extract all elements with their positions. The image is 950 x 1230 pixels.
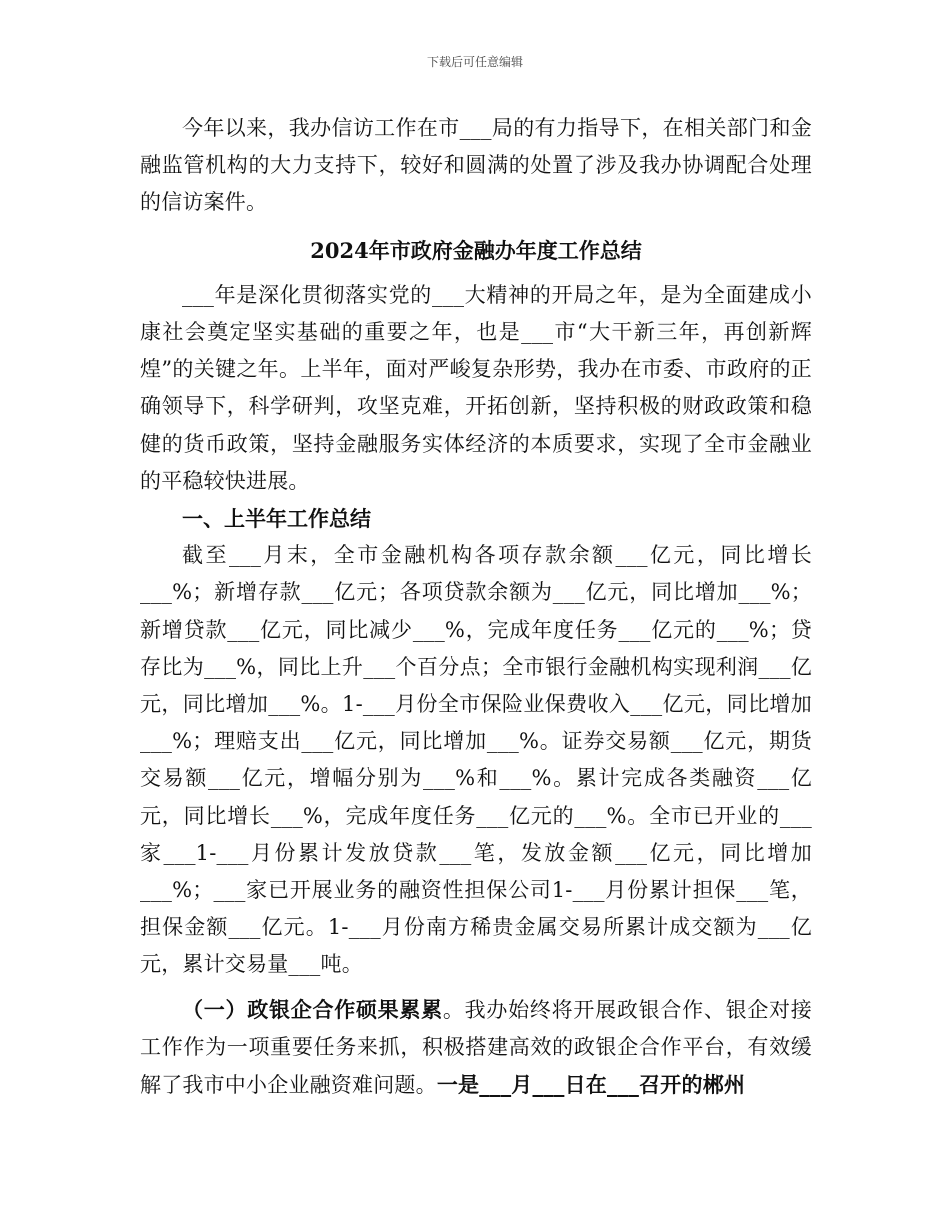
- intro-paragraph: 今年以来，我办信访工作在市___局的有力指导下，在相关部门和金融监管机构的大力支持下，较好和圆满的处置了涉及我办协调配合处理的信访案件。: [140, 116, 812, 215]
- paragraph-3: [140, 991, 812, 1105]
- paragraph-3-lead: （一）政银企合作硕果累累: [182, 996, 443, 1022]
- paragraph-1: ___年是深化贯彻落实党的___大精神的开局之年，是为全面建成小康社会奠定坚实基础的重要之年，也是___市“大干新三年，再创新辉煌”的关键之年。上半年，面对严峻复杂形势，我办在市委、市政府的正确领导下，科学研判，攻坚克难，开拓创新，坚持积极的财政政策和稳健的货币政策，坚持金融服务实体经济的本质要求，实现了全市金融业的平稳较快进展。: [140, 282, 812, 493]
- document-body: [140, 110, 812, 1104]
- page-header: 下载后可任意编辑: [426, 55, 523, 69]
- paragraph-3-text: 。我办始终将开展政银合作、银企对接工作作为一项重要任务来抓，积极搭建高效的政银企合作平台，有效缓解了我市中小企业融资难问题。: [140, 997, 812, 1098]
- document-title: 2024年市政府金融办年度工作总结: [310, 237, 642, 263]
- paragraph-2: 截至___月末，全市金融机构各项存款余额___亿元，同比增长___%；新增存款___亿元；各项贷款余额为___亿元，同比增加___%；新增贷款___亿元，同比减少___%，完成年度任务___亿元的___%；贷存比为___%，同比上升___个百分点；全市银行金融机构实现利润___亿元，同比增加___%。1-___月份全市保险业保费收入___亿元，同比增加___%；理赔支出___亿元，同比增加___%。证券交易额___亿元，期货交易额___亿元，增幅分别为___%和___%。累计完成各类融资___亿元，同比增长___%，完成年度任务___亿元的___%。全市已开业的___家___1-___月份累计发放贷款___笔，发放金额___亿元，同比增加___%；___家已开展业务的融资性担保公司1-___月份累计担保___笔，担保金额___亿元。1-___月份南方稀贵金属交易所累计成交额为___亿元，累计交易量___吨。: [140, 543, 812, 977]
- section-heading-1: 一、上半年工作总结: [182, 506, 371, 532]
- paragraph-3-tail: 一是___月___日在___召开的郴州: [436, 1072, 746, 1098]
